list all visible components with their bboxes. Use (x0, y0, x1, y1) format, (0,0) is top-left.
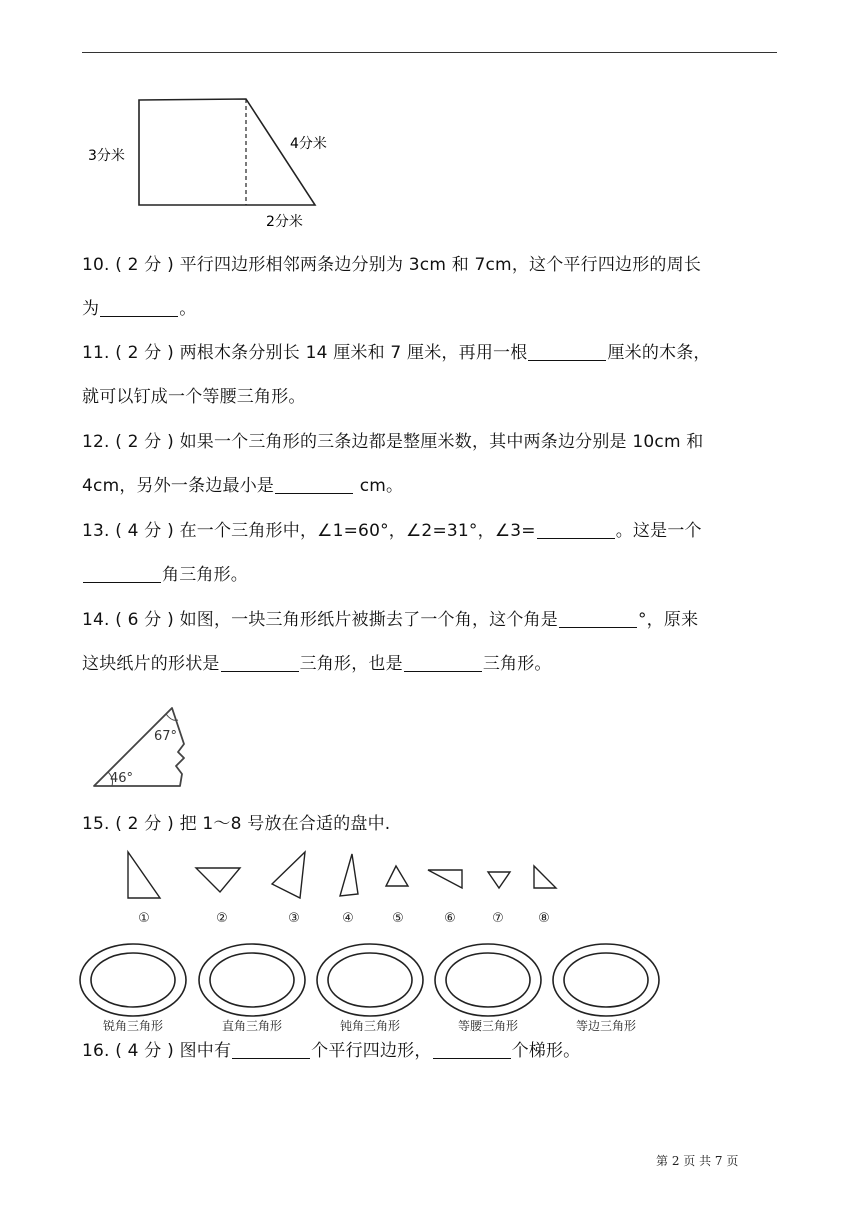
question-text: °，原来 (637, 610, 699, 630)
trapezoid-slant-label: 4分米 (290, 136, 327, 152)
question-number: 11. (82, 343, 110, 363)
question-16 (82, 1029, 782, 1073)
plate-label-2: 直角三角形 (221, 1019, 283, 1033)
question-text: 厘米的木条， (607, 343, 711, 363)
question-12 (82, 420, 782, 508)
header-rule (82, 52, 777, 53)
question-text: cm。 (354, 476, 404, 496)
triangle-number-3: ③ (288, 911, 300, 926)
answer-blank[interactable] (528, 342, 606, 361)
page-footer: 第 2 页 共 7 页 (656, 1154, 739, 1168)
question-text: 个平行四边形， (311, 1041, 432, 1061)
trapezoid-left-label: 3分米 (88, 148, 125, 164)
question-score: ( 2 分 ) (115, 343, 174, 363)
triangle-number-4: ④ (342, 911, 354, 926)
trapezoid-figure (82, 88, 342, 238)
answer-blank[interactable] (559, 609, 637, 628)
plate-3[interactable] (317, 944, 423, 1016)
question-10 (82, 243, 782, 331)
question-score: ( 6 分 ) (115, 610, 174, 630)
question-number: 14. (82, 610, 110, 630)
question-text: 图中有 (179, 1041, 232, 1061)
question-score: ( 2 分 ) (115, 814, 174, 834)
question-score: ( 2 分 ) (115, 432, 174, 452)
answer-blank[interactable] (221, 653, 299, 672)
answer-blank[interactable] (100, 298, 178, 317)
question-text: 。这是一个 (615, 521, 702, 541)
plate-label-5: 等边三角形 (575, 1019, 637, 1033)
triangle-6 (428, 870, 462, 888)
question-number: 12. (82, 432, 110, 452)
question-text: 三角形。 (482, 654, 552, 674)
trapezoid-bottom-label: 2分米 (266, 214, 303, 230)
question-number: 16. (82, 1041, 110, 1061)
question-text: 在一个三角形中，∠1=60°，∠2=31°，∠3= (179, 521, 536, 541)
question-number: 13. (82, 521, 110, 541)
torn-triangle-figure (88, 700, 208, 794)
plate-2[interactable] (199, 944, 305, 1016)
triangle-2 (196, 868, 240, 892)
triangle-number-2: ② (216, 911, 228, 926)
question-14 (82, 598, 782, 686)
plate-4[interactable] (435, 944, 541, 1016)
question-text: 平行四边形相邻两条边分别为 3cm 和 7cm，这个平行四边形的周长 (179, 255, 702, 275)
answer-blank[interactable] (537, 520, 615, 539)
answer-blank[interactable] (83, 564, 161, 583)
question-text: 为 (82, 299, 100, 319)
question-text: 角三角形。 (162, 565, 248, 585)
question-15 (82, 802, 782, 846)
triangle-8 (534, 866, 556, 888)
question-text: 三角形，也是 (299, 654, 403, 674)
plate-label-1: 锐角三角形 (102, 1019, 164, 1033)
trapezoid-shape (139, 99, 315, 205)
triangle-number-6: ⑥ (444, 911, 456, 926)
triangle-1 (128, 852, 160, 898)
question-text: 。 (179, 299, 197, 319)
triangle-number-8: ⑧ (538, 911, 550, 926)
plate-label-4: 等腰三角形 (457, 1019, 519, 1033)
plate-1[interactable] (80, 944, 186, 1016)
answer-blank[interactable] (232, 1040, 310, 1059)
torn-triangle-shape (94, 708, 184, 786)
question-text: 如图，一块三角形纸片被撕去了一个角，这个角是 (179, 610, 558, 630)
answer-blank[interactable] (404, 653, 482, 672)
question-text: 4cm，另外一条边最小是 (82, 476, 275, 496)
question-number: 15. (82, 814, 110, 834)
question-score: ( 4 分 ) (115, 521, 174, 541)
question-text: 把 1～8 号放在合适的盘中. (179, 814, 391, 834)
question-score: ( 2 分 ) (115, 255, 174, 275)
plate-label-3: 钝角三角形 (339, 1019, 401, 1033)
triangle-5 (386, 866, 408, 886)
question-text: 这块纸片的形状是 (82, 654, 220, 674)
question-11 (82, 331, 782, 419)
triangle-number-5: ⑤ (392, 911, 404, 926)
question-text: 个梯形。 (511, 1041, 581, 1061)
triangle-sorting-figure (78, 846, 678, 1036)
angle-label-top: 67° (154, 729, 178, 744)
answer-blank[interactable] (433, 1040, 511, 1059)
plate-5[interactable] (553, 944, 659, 1016)
angle-label-left: 46° (110, 771, 134, 786)
question-text: 两根木条分别长 14 厘米和 7 厘米，再用一根 (179, 343, 528, 363)
triangle-3 (272, 852, 305, 898)
triangle-7 (488, 872, 510, 888)
question-text: 如果一个三角形的三条边都是整厘米数，其中两条边分别是 10cm 和 (179, 432, 704, 452)
answer-blank[interactable] (275, 475, 353, 494)
triangle-number-1: ① (138, 911, 150, 926)
question-score: ( 4 分 ) (115, 1041, 174, 1061)
triangle-4 (340, 854, 358, 896)
question-number: 10. (82, 255, 110, 275)
question-13 (82, 509, 782, 597)
question-text: 就可以钉成一个等腰三角形。 (82, 387, 306, 407)
triangle-number-7: ⑦ (492, 911, 504, 926)
